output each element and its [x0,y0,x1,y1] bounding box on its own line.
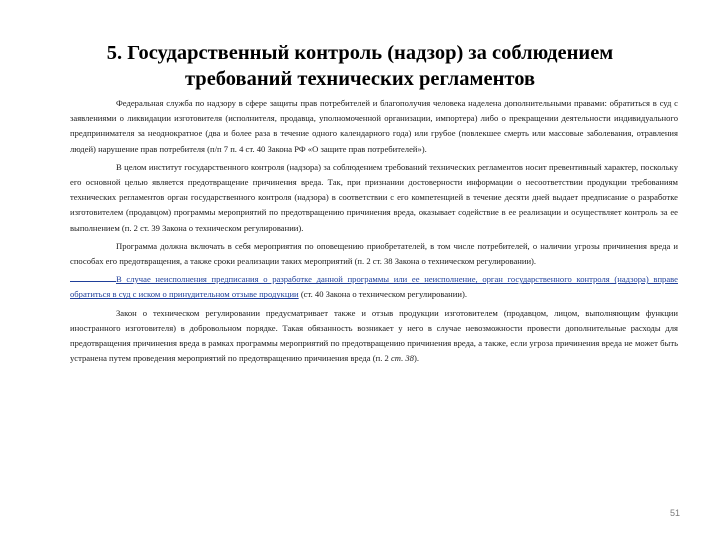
paragraph-voluntary-recall [70,306,678,367]
slide-title-line1: 5. Государственный контроль (надзор) за соблюдением [106,42,614,64]
paragraph-program-content: Программа должна включать в себя мероприятия по оповещению приобретателей, в том числе потребителей, о наличии угрозы причинения вреда и способах его предотвращения, а также сроки реализации таких мероприятий (п. 2 ст. 38 Закона о техническом регулировании). [70,240,678,267]
voluntary-recall-end: ). [413,353,419,364]
paragraph-consumer-rights: Федеральная служба по надзору в сфере защиты прав потребителей и благополучия человека наделена дополнительными правами: обратиться в суд с заявлениями о ликвидации изготовителя (исполнителя, продавца, уполномоченной организации, импортера) либо о прекращении деятельности индивидуального предпринимателя за неоднократное (два и более раза в течение одного календарного года) или грубое (повлекшее смерть или массовые заболевания, отравления людей) нарушение прав потребителя (п/п 7 п. 4 ст. 40 Закона РФ «О защите прав потребителей»). [70,98,678,154]
page-number: 51 [669,508,680,518]
paragraph-preventive-control: В целом институт государственного контроля (надзора) за соблюдением требований технических регламентов носит превентивный характер, поскольку его основной целью является предотвращение причинения вреда. Так, при признании достоверности информации о несоответствии продукции требованиям технических регламентов орган государственного контроля (надзора) в соответствии с его компетенцией в течение десяти дней выдает предписание о разработке изготовителем (продавцом) программы мероприятий по предотвращению причинения вреда, оказывает содействие в ее реализации и осуществляет контроль за ее выполнением (п. 2 ст. 39 Закона о техническом регулировании). [70,161,678,233]
slide-title-line2: требований технических регламентов [184,68,536,90]
court-recall-reference: (ст. 40 Закона о техническом регулировании). [300,289,467,300]
slide-title [40,40,680,92]
voluntary-recall-text: Закон о техническом регулировании предусматривает также и отзыв продукции изготовителем (продавцом, лицом, выполняющим функции иностранного изготовителя) в добровольном порядке. Такая обязанность возникает у него в случае невозможности провести дополнительные расходы для предотвращения причинения вреда в рамках программы мероприятий по предотвращению причинения вреда, а также, если угроза причинения вреда не может быть устранена путем проведения мероприятий по предотвращению причинения вреда (п. 2 [70,307,678,364]
slide-body [70,96,678,366]
voluntary-recall-article-ref: ст. 38 [390,353,414,364]
court-recall-link[interactable]: В случае неисполнения предписания о разработке данной программы или ее неисполнение, орган государственного контроля (надзора) вправе обратиться в суд с иском о принудительном отзыве продукции [70,274,678,300]
link-underline-indent [70,272,116,282]
paragraph-court-recall [70,272,678,302]
